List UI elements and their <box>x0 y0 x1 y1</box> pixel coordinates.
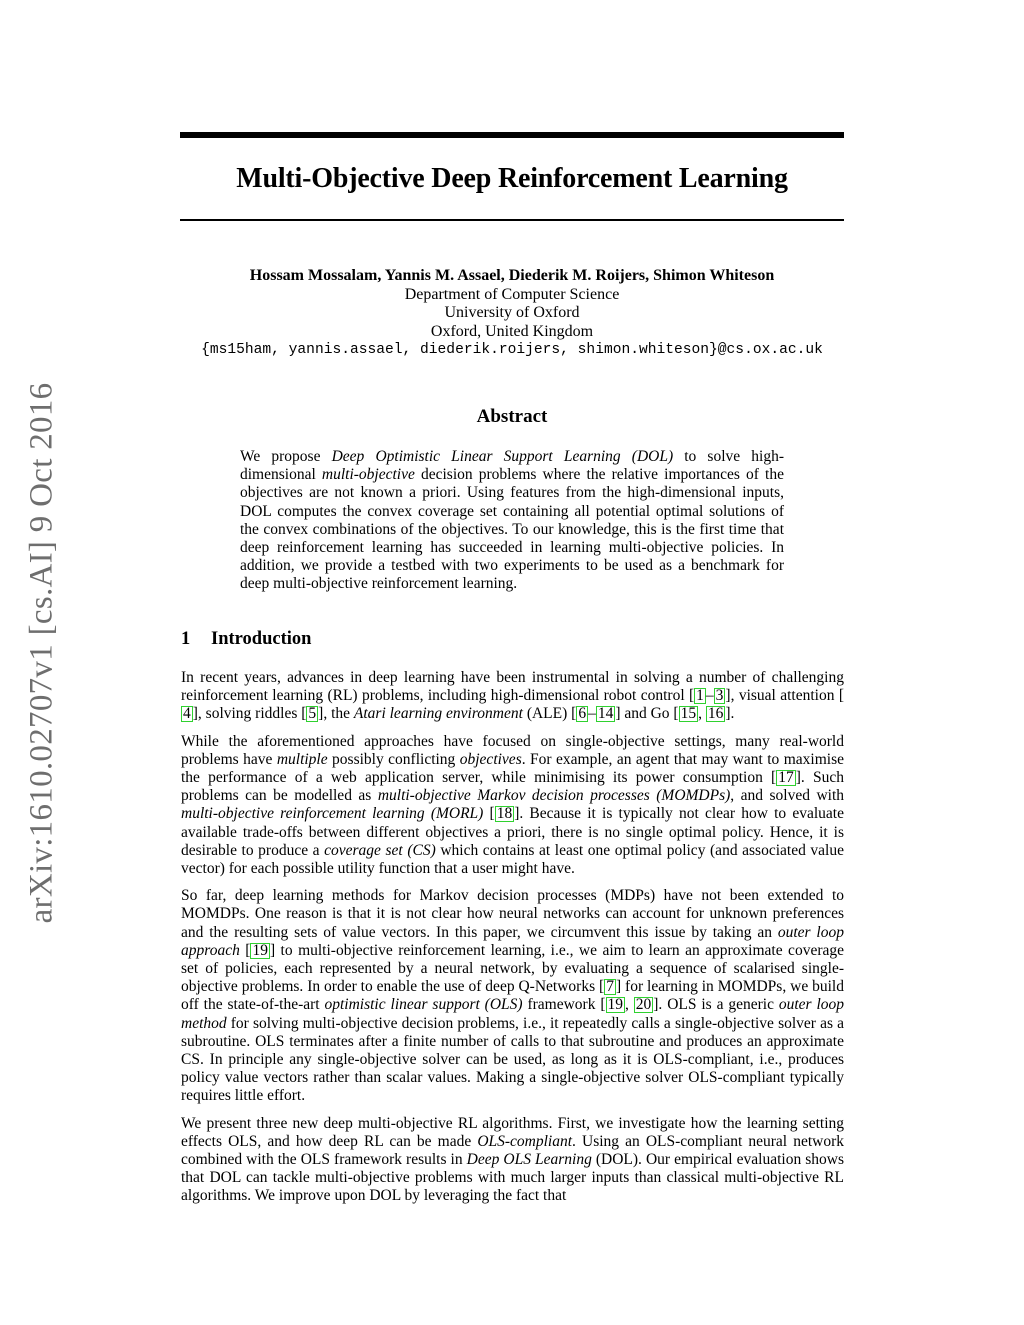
emphasis: Atari learning environment <box>353 705 523 723</box>
location: Oxford, United Kingdom <box>430 322 594 340</box>
text: , and solved with <box>730 787 844 805</box>
text: (DOL). Our empirical evaluation shows that DOL can tackle multi-objective problems with much larger inputs than classical multi-objective RL algorithms. We improve upon DOL by leveraging the fact that <box>181 1151 844 1205</box>
emphasis: optimistic linear support (OLS) <box>324 996 523 1014</box>
section-number: 1 <box>181 629 191 649</box>
citation-link[interactable]: 7 <box>606 978 614 996</box>
abstract-text: decision problems where the relative importances of the objectives are not known a priori. Using features from the high-dimensional inputs, DOL computes the convex coverage set containing all potential optimal solutions of the convex combinations of the objectives. To our knowledge, this is the first time that deep reinforcement learning has succeeded in learning multi-objective policies. In addition, we provide a testbed with two experiments to be used as a benchmark for deep multi-objective reinforcement learning. <box>240 466 784 593</box>
text: ]. OLS is a generic <box>653 996 779 1014</box>
citation-link[interactable]: 16 <box>707 705 724 723</box>
citation-link[interactable]: 19 <box>607 996 623 1014</box>
department: Department of Computer Science <box>404 285 620 303</box>
emphasis: Deep OLS Learning <box>466 1151 592 1169</box>
citation-link[interactable]: 3 <box>715 687 724 705</box>
emphasis: coverage set (CS) <box>324 841 436 859</box>
abstract-heading: Abstract <box>476 406 548 427</box>
text: In recent years, advances in deep learning have been instrumental in solving a number of challenging reinforcement learning (RL) problems, including high-dimensional robot control [ <box>181 669 844 705</box>
section-title: Introduction <box>211 629 312 649</box>
abstract-emphasis: multi-objective <box>321 466 415 484</box>
author-block <box>150 267 874 360</box>
text: ], solving riddles [ <box>192 705 307 723</box>
text: . Using an OLS-compliant neural network combined with the OLS framework results in <box>181 1132 844 1169</box>
citation-link[interactable]: 1 <box>696 687 704 705</box>
emphasis: outer loop method <box>181 996 845 1032</box>
citation-link[interactable]: 17 <box>778 769 794 787</box>
text: ] and Go [ <box>615 705 679 723</box>
citation-link[interactable]: 15 <box>680 705 697 723</box>
text: ], the <box>318 705 354 723</box>
citation-link[interactable]: 19 <box>252 941 268 959</box>
arxiv-identifier: arXiv:1610.02707v1 [cs.AI] 9 Oct 2016 <box>23 382 60 924</box>
emphasis: OLS-compliant <box>477 1132 573 1150</box>
text: [ <box>483 805 495 823</box>
emphasis: multiple <box>276 750 328 768</box>
text: framework [ <box>522 996 606 1014</box>
text: possibly conflicting <box>327 750 460 768</box>
text: , <box>625 996 634 1014</box>
text: ] to multi-objective reinforcement learning, i.e., we aim to learn an approximate coverage set of policies, each represented by a neural network, by evaluating a sequence of scalarised single-objective problems. In order to enable the use of deep Q-Networks [ <box>181 941 844 996</box>
title-top-rule <box>180 132 844 138</box>
emphasis: multi-objective reinforcement learning (MORL) <box>181 805 484 823</box>
citation-link[interactable]: 6 <box>578 705 587 723</box>
paragraph-3 <box>181 887 844 1105</box>
text: – <box>705 687 714 705</box>
abstract-text: to solve high-dimensional <box>240 448 784 484</box>
emphasis: multi-objective Markov decision processes (MOMDPs) <box>377 787 731 805</box>
citation-link[interactable]: 5 <box>308 705 317 723</box>
author-names: Hossam Mossalam, Yannis M. Assael, Diederik M. Roijers, Shimon Whiteson <box>249 267 775 284</box>
paper-title: Multi-Objective Deep Reinforcement Learning <box>236 163 788 194</box>
abstract-body <box>240 448 784 594</box>
title-bottom-rule <box>180 219 844 221</box>
text: ] for learning in MOMDPs, we build off the state-of-the-art <box>181 978 844 1014</box>
paragraph-4 <box>181 1115 844 1206</box>
text: which contains at least one optimal policy (and associated value vector) for each possible utility function that a user might have. <box>181 841 844 878</box>
text: , <box>698 705 706 723</box>
text: ]. Because it is typically not clear how to evaluate available trade-offs between different objectives a priori, there is no single optimal policy. Hence, it is desirable to produce a <box>181 805 844 859</box>
citation-link[interactable]: 14 <box>597 705 614 723</box>
text: ]. Such problems can be modelled as <box>181 769 844 805</box>
author-emails: {ms15ham, yannis.assael, diederik.roijers, shimon.whiteson}@cs.ox.ac.uk <box>201 342 823 358</box>
text: ]. <box>725 705 735 723</box>
emphasis: outer loop approach <box>181 923 844 959</box>
text: [ <box>239 941 251 959</box>
section-heading-introduction <box>181 629 311 650</box>
emphasis: objectives <box>459 750 522 768</box>
abstract-emphasis: Deep Optimistic Linear Support Learning (DOL) <box>331 448 674 465</box>
citation-link[interactable]: 20 <box>635 996 652 1014</box>
university: University of Oxford <box>444 304 580 321</box>
text: We present three new deep multi-objective RL algorithms. First, we investigate how the learning setting effects OLS, and how deep RL can be made <box>181 1114 844 1150</box>
text: – <box>588 705 596 723</box>
text: for solving multi-objective decision problems, i.e., it repeatedly calls a single-objective solver as a subroutine. OLS terminates after a finite number of calls to that subroutine and produces an approximate CS. In principle any single-objective solver can be used, as long as it is OLS-compliant, i.e., produces policy value vectors rather than scalar values. Making a single-objective solver OLS-compliant typically requires little effort. <box>181 1014 844 1105</box>
text: . For example, an agent that may want to maximise the performance of a web application server, while minimising its power consumption [ <box>181 750 844 787</box>
text: While the aforementioned approaches have focused on single-objective settings, many real-world problems have <box>181 732 844 768</box>
paragraph-2 <box>181 733 844 879</box>
citation-link[interactable]: 18 <box>496 805 513 823</box>
paragraph-1 <box>181 669 844 724</box>
abstract-text: We propose <box>240 448 332 465</box>
text: (ALE) [ <box>522 705 577 723</box>
text: So far, deep learning methods for Markov decision processes (MDPs) have not been extended to MOMDPs. One reason is that it is not clear how neural networks can account for unknown preferences and the resulting sets of value vectors. In this paper, we circumvent this issue by taking an <box>181 887 844 941</box>
introduction-body <box>181 669 844 1215</box>
text: ], visual attention [ <box>725 687 844 705</box>
citation-link[interactable]: 4 <box>183 705 191 723</box>
